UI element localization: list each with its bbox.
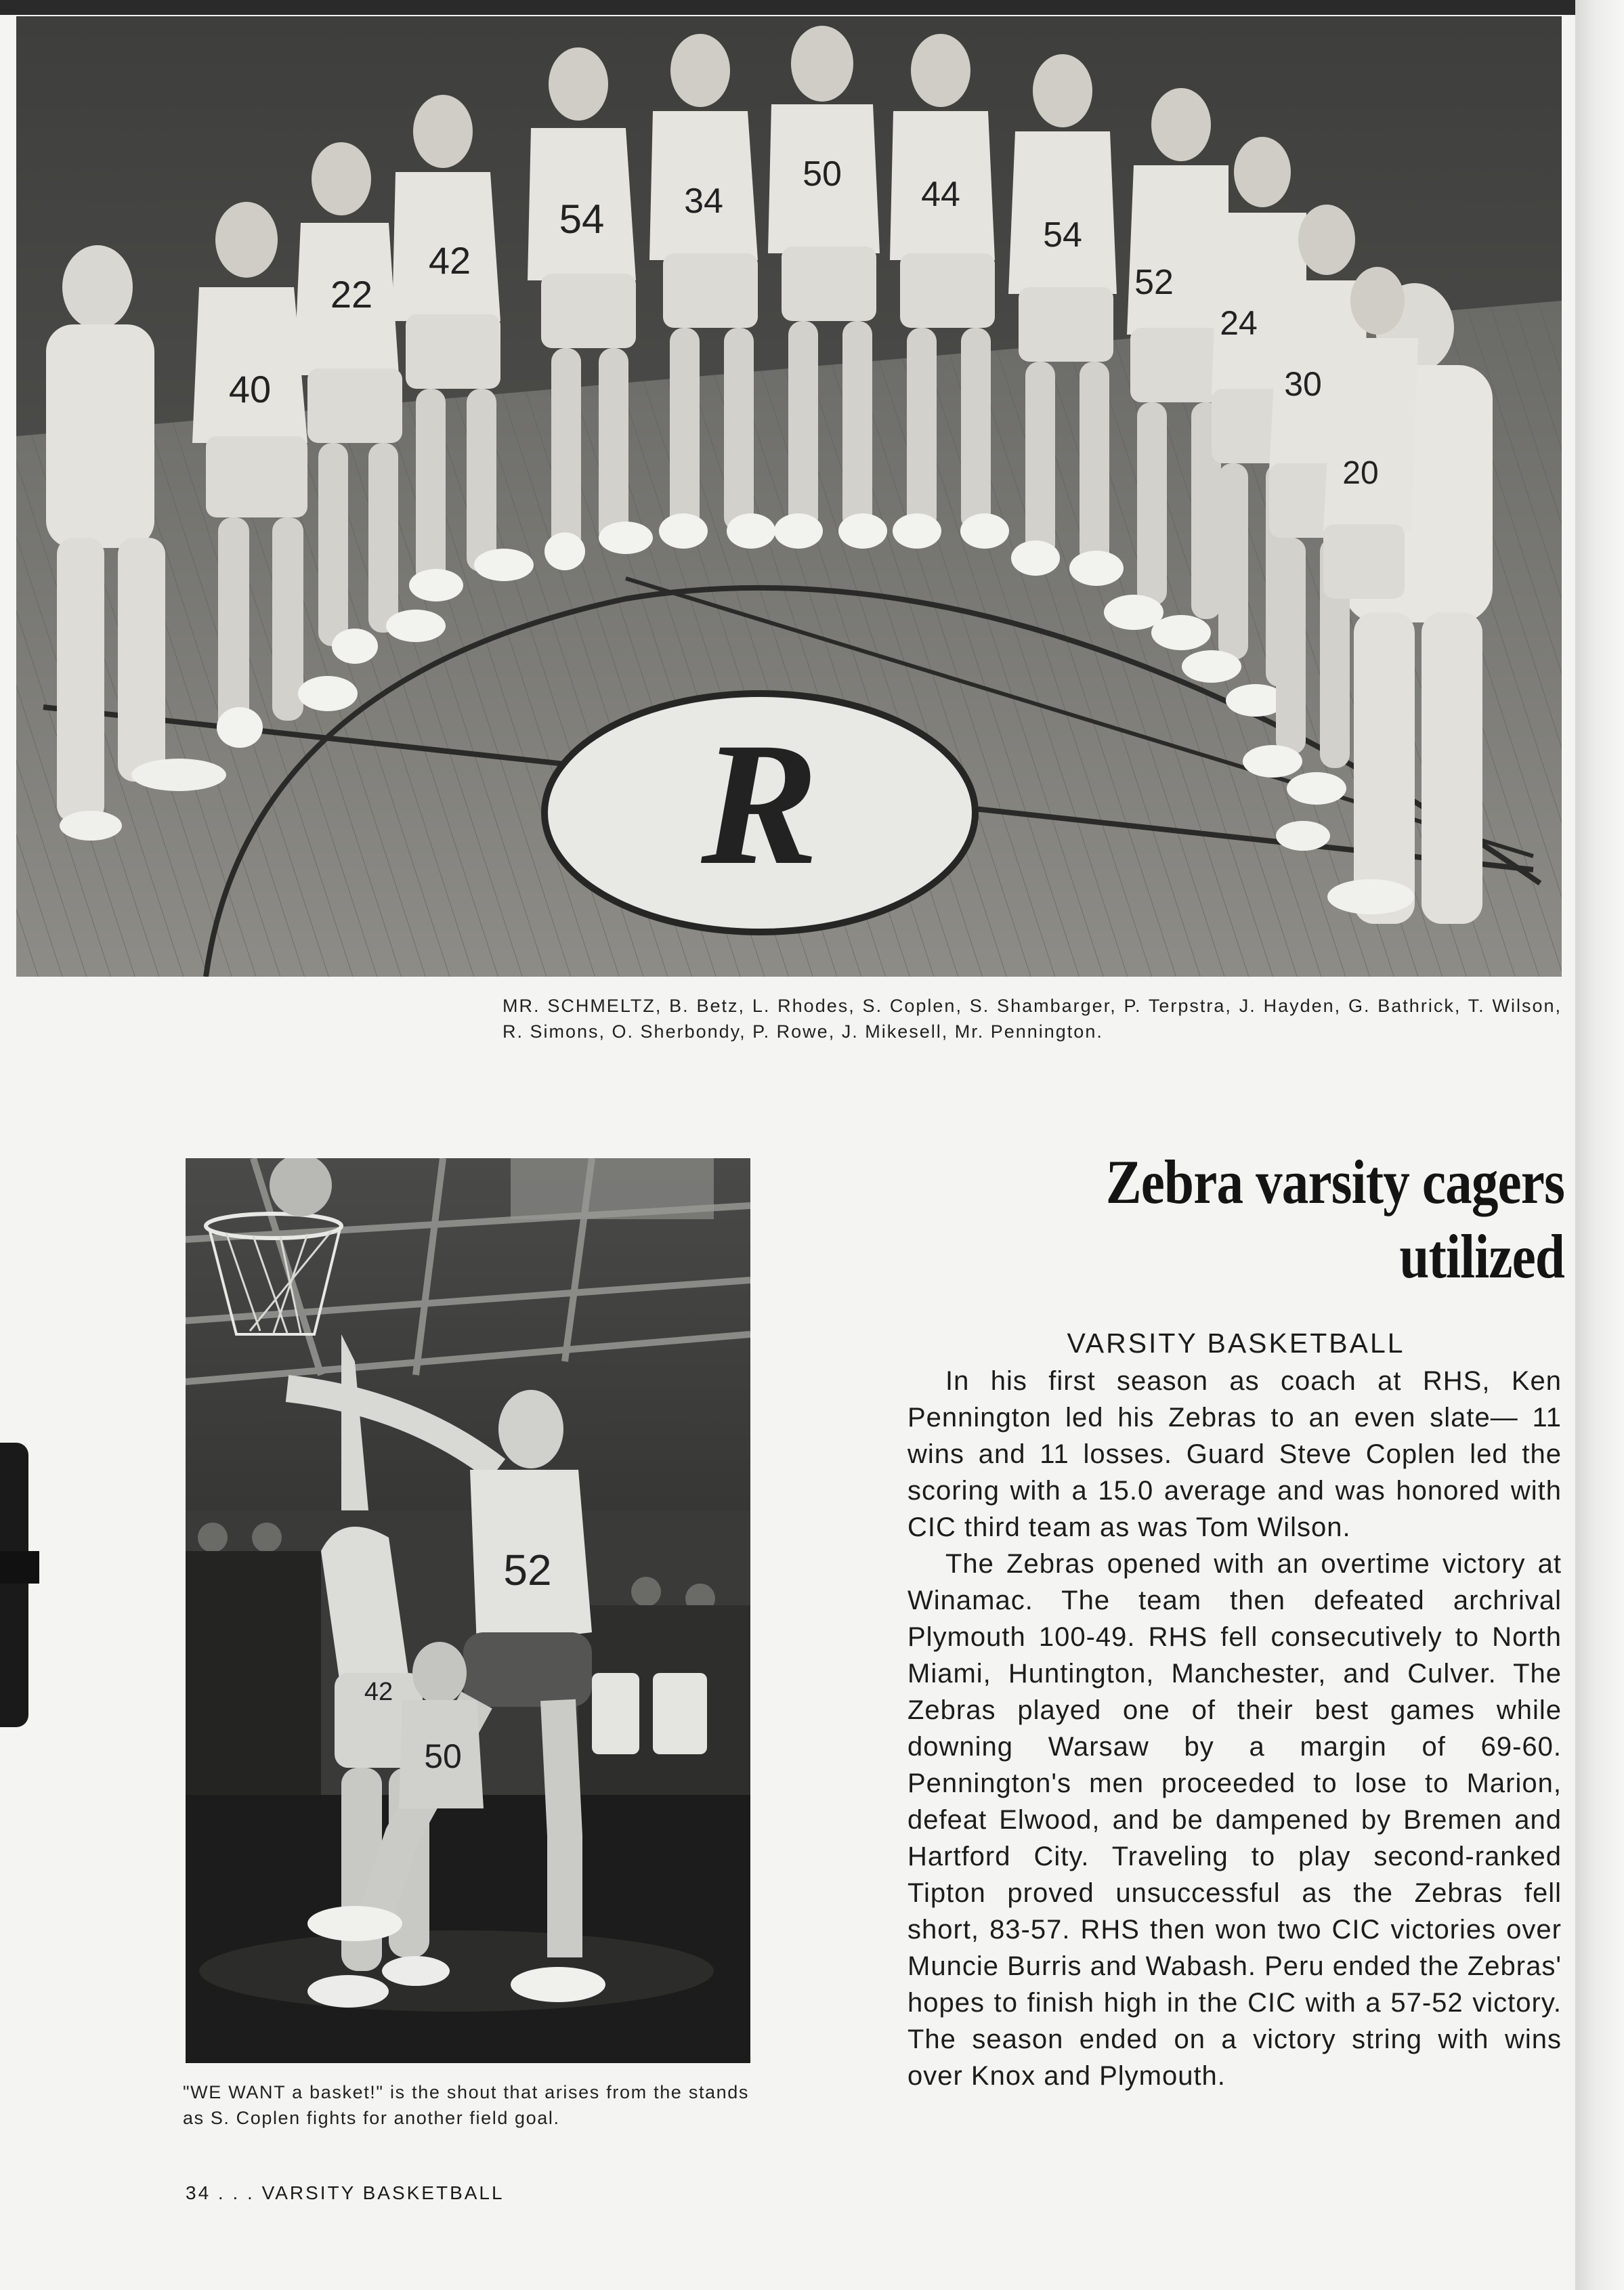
page-folio: 34 . . . VARSITY BASKETBALL xyxy=(186,2182,505,2203)
court-logo: R xyxy=(701,706,819,902)
jersey-number: 52 xyxy=(1134,263,1174,302)
page-top-edge xyxy=(0,0,1624,15)
jersey-number: 42 xyxy=(364,1678,393,1706)
jersey-number: 22 xyxy=(330,273,373,316)
article-headline: Zebra varsity cagers utilized xyxy=(1105,1147,1564,1291)
action-photo xyxy=(186,1158,750,2063)
jersey-number: 24 xyxy=(1220,304,1258,342)
jersey-number: 54 xyxy=(1043,215,1082,255)
binding-shadow xyxy=(1575,0,1624,2290)
binder-clip xyxy=(0,1443,28,1727)
jersey-number: 34 xyxy=(684,182,723,221)
section-title: VARSITY BASKETBALL xyxy=(1067,1328,1405,1359)
team-photo xyxy=(16,16,1562,977)
article-paragraph: In his first season as coach at RHS, Ken Pennington led his Zebras to an even slate— 11 wins and 11 losses. Guard Steve Coplen led the scoring with a 15.0 average and was honored with CIC third team as was Tom Wilson. xyxy=(907,1366,1562,1542)
jersey-number: 30 xyxy=(1284,365,1322,403)
binder-clip-tab xyxy=(0,1551,39,1584)
jersey-number: 54 xyxy=(559,196,605,242)
team-photo-illustration xyxy=(16,16,1562,977)
jersey-number: 20 xyxy=(1342,455,1379,491)
jersey-number: 44 xyxy=(921,175,960,214)
jersey-number: 50 xyxy=(803,154,842,194)
article-body xyxy=(907,1363,1562,2094)
jersey-number: 50 xyxy=(424,1737,462,1775)
jersey-number: 52 xyxy=(503,1546,552,1594)
jersey-number: 40 xyxy=(228,368,272,410)
team-photo-caption: MR. SCHMELTZ, B. Betz, L. Rhodes, S. Coplen, S. Shambarger, P. Terpstra, J. Hayden, G. Bathrick, T. Wilson, R. Simons, O. Sherbondy, P. Rowe, J. Mikesell, Mr. Pennington. xyxy=(503,996,1562,1042)
action-photo-illustration xyxy=(186,1158,750,2063)
action-photo-caption: "WE WANT a basket!" is the shout that arises from the stands as S. Coplen fights for another field goal. xyxy=(183,2082,749,2128)
jersey-number: 42 xyxy=(428,239,471,282)
article-paragraph: The Zebras opened with an overtime victory at Winamac. The team then defeated archrival Plymouth 100-49. RHS fell consecutively to North Miami, Huntington, Manchester, and Culver. The Zebras played one of their best games while downing Warsaw by a margin of 69-60. Pennington's men proceeded to lose to Marion, defeat Elwood, and be dampened by Bremen and Hartford City. Traveling to play second-ranked Tipton proved unsuccessful as the Zebras fell short, 83-57. RHS then won two CIC victories over Muncie Burris and Wabash. Peru ended the Zebras' hopes to finish high in the CIC with a 57-52 victory. The season ended on a victory string with wins over Knox and Plymouth. xyxy=(907,1549,1562,2091)
